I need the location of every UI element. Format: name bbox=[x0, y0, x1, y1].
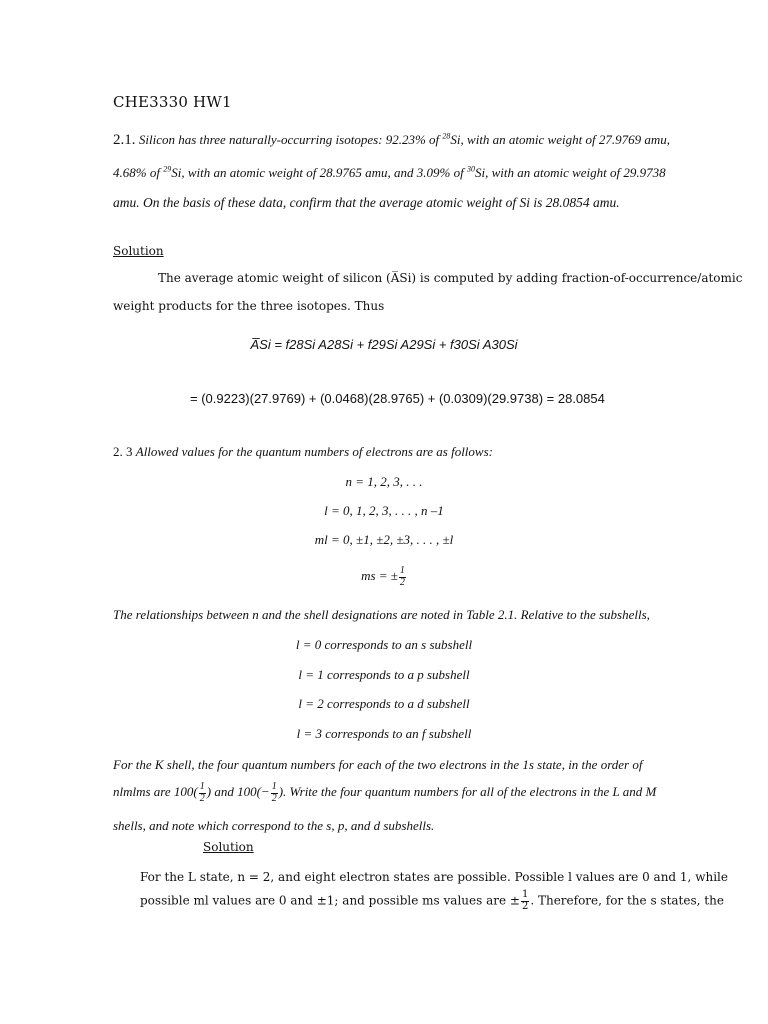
k-shell-line-3: shells, and note which correspond to the s, p, and d subshells. bbox=[113, 818, 435, 833]
one-half-fraction: $\frac{1}{2}$ bbox=[399, 565, 405, 588]
k-shell-line-1: For the K shell, the four quantum numbers for each of the two electrons in the 1s state, in the order of bbox=[113, 757, 643, 772]
solution-2-line-2: possible ml values are 0 and ±1; and possible ms values are ± $\frac{1}{2}$ . Therefore, for the s states, the bbox=[140, 889, 724, 912]
solution-heading: Solution bbox=[203, 840, 254, 854]
isotope-mass: 29 bbox=[163, 164, 172, 174]
one-half-fraction: $\frac{1}{2}$ bbox=[521, 889, 529, 912]
problem-text: Silicon has three naturally-occurring isotopes: 92.23% of bbox=[138, 132, 443, 147]
problem-number: 2.1. bbox=[113, 132, 136, 148]
p-subshell-line: l = 1 corresponds to a p subshell bbox=[298, 667, 470, 682]
document-title: CHE3330 HW1 bbox=[113, 93, 232, 111]
ms-values bbox=[0, 566, 768, 588]
problem-text: Si, with an atomic weight of 29.9738 bbox=[474, 165, 666, 180]
solution-1-line-1: The average atomic weight of silicon (A̅Si) is computed by adding fraction-of-occurrence/atomic bbox=[158, 271, 743, 285]
d-subshell-line: l = 2 corresponds to a d subshell bbox=[298, 696, 470, 711]
isotope-mass: 30 bbox=[466, 164, 475, 174]
one-half-fraction: $\frac{1}{2}$ bbox=[271, 781, 277, 804]
shell-relation-text: The relationships between n and the shell designations are noted in Table 2.1. Relative to the subshells, bbox=[113, 607, 650, 622]
one-half-fraction: $\frac{1}{2}$ bbox=[199, 781, 205, 804]
solution-2-line-1: For the L state, n = 2, and eight electron states are possible. Possible l values are 0 and 1, while bbox=[140, 870, 728, 884]
problem-2-1-line-1 bbox=[113, 133, 670, 148]
ml-values: ml = 0, ±1, ±2, ±3, . . . , ±l bbox=[314, 532, 454, 547]
average-weight-result: = (0.9223)(27.9769) + (0.0468)(28.9765) + (0.0309)(29.9738) = 28.0854 bbox=[190, 391, 605, 406]
problem-text: Si, with an atomic weight of 28.9765 amu, and 3.09% of bbox=[171, 165, 467, 180]
problem-text: Si, with an atomic weight of 27.9769 amu, bbox=[450, 132, 670, 147]
average-weight-formula: A̅Si = f28Si A28Si + f29Si A29Si + f30Si A30Si bbox=[250, 337, 518, 352]
solution-heading: Solution bbox=[113, 244, 164, 258]
f-subshell-line: l = 3 corresponds to an f subshell bbox=[296, 726, 472, 741]
problem-text: Allowed values for the quantum numbers of electrons are as follows: bbox=[135, 444, 493, 459]
problem-number: 2. 3 bbox=[113, 444, 133, 459]
solution-1-line-2: weight products for the three isotopes. Thus bbox=[113, 299, 385, 313]
k-shell-line-2: nlmlms are 100( $\frac{1}{2}$ ) and 100(− $\frac{1}{2}$ ). Write the four quantum numbers for all of the electrons in the L and M bbox=[113, 781, 657, 804]
s-subshell-line: l = 0 corresponds to an s subshell bbox=[295, 637, 473, 652]
ms-label: ms = ± bbox=[361, 567, 398, 583]
problem-text: 4.68% of bbox=[113, 165, 164, 180]
n-values: n = 1, 2, 3, . . . bbox=[345, 474, 423, 489]
problem-2-1-line-3: amu. On the basis of these data, confirm that the average atomic weight of Si is 28.0854 amu. bbox=[113, 195, 620, 210]
l-values: l = 0, 1, 2, 3, . . . , n –1 bbox=[324, 503, 444, 518]
isotope-mass: 28 bbox=[442, 131, 451, 141]
problem-2-1-line-2 bbox=[113, 166, 666, 180]
problem-2-3-intro bbox=[113, 444, 493, 460]
